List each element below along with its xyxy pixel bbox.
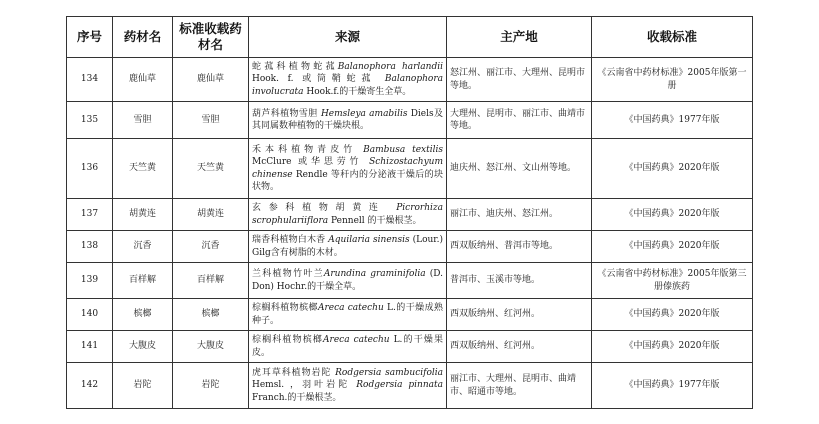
cell-source [249,299,447,331]
table-body [67,58,753,409]
header-standard: 收载标准 [592,17,753,58]
cell-area: 怒江州、丽江市、大理州、昆明市等地。 [447,58,592,102]
source-text: 葫芦科植物雪胆 [252,108,321,119]
table-row [67,363,753,409]
cell-no: 141 [67,331,113,363]
cell-standard: 《中国药典》2020年版 [592,139,753,199]
cell-no: 140 [67,299,113,331]
cell-source [249,58,447,102]
table-row [67,199,753,231]
cell-area: 普洱市、玉溪市等地。 [447,263,592,299]
cell-name: 岩陀 [113,363,173,409]
cell-standard: 《云南省中药材标准》2005年版第一册 [592,58,753,102]
cell-std-name: 胡黄连 [173,199,249,231]
source-text: L.的干燥果皮。 [252,335,443,358]
cell-std-name: 大腹皮 [173,331,249,363]
source-text: Hook. f. 或筒鞘蛇菰 [252,74,385,85]
cell-source [249,199,447,231]
source-text: Hemsl. ，羽叶岩陀 [252,380,357,391]
cell-area: 西双版纳州、普洱市等地。 [447,231,592,263]
cell-std-name: 天竺黄 [173,139,249,199]
latin-name: Rodgersia pinnata [356,380,443,391]
cell-name: 槟榔 [113,299,173,331]
cell-no: 142 [67,363,113,409]
source-text: (Lour.) Gilg含有树脂的木材。 [252,235,443,258]
latin-name: Rodgersia sambucifolia [335,367,443,378]
latin-name: Balanophora involucrata [252,74,443,97]
cell-source [249,102,447,139]
latin-name: Arundina graminifolia [323,269,426,279]
header-row [67,17,753,58]
latin-name: Schizostachyum chinense [252,157,443,180]
cell-std-name: 鹿仙草 [173,58,249,102]
cell-source [249,363,447,409]
header-no: 序号 [67,17,113,58]
header-name: 药材名 [113,17,173,58]
source-text: 蛇菰科植物蛇菰 [252,61,338,72]
source-text: (D. Don) Hochr.的干燥全草。 [252,269,443,292]
table-row [67,58,753,102]
source-text: 棕榈科植物槟榔 [252,335,324,345]
table-row [67,231,753,263]
cell-std-name: 沉香 [173,231,249,263]
cell-standard: 《中国药典》2020年版 [592,199,753,231]
source-text: 禾本科植物青皮竹 [252,144,364,155]
latin-name: Areca catechu [317,303,384,313]
table-row [67,102,753,139]
source-text: 瑞香科植物白木香 [252,235,329,245]
cell-name: 百样解 [113,263,173,299]
source-text: 棕榈科植物槟榔 [252,303,318,313]
table-row [67,299,753,331]
cell-no: 137 [67,199,113,231]
header-std-name: 标准收载药材名 [173,17,249,58]
cell-name: 鹿仙草 [113,58,173,102]
source-text: 兰科植物竹叶兰 [252,269,324,279]
cell-name: 雪胆 [113,102,173,139]
latin-name: Aquilaria sinensis [328,235,410,245]
cell-name: 大腹皮 [113,331,173,363]
cell-standard: 《中国药典》1977年版 [592,363,753,409]
cell-source [249,231,447,263]
latin-name: Balanophora harlandii [337,61,443,72]
latin-name: Bambusa textilis [363,144,443,155]
cell-standard: 《中国药典》2020年版 [592,231,753,263]
source-text: L.的干燥成熟种子。 [252,303,443,326]
source-text: Hook.f.的干燥寄生全草。 [303,86,412,97]
cell-area: 西双版纳州、红河州。 [447,299,592,331]
cell-no: 136 [67,139,113,199]
cell-area: 大理州、昆明市、丽江市、曲靖市等地。 [447,102,592,139]
cell-area: 丽江市、大理州、昆明市、曲靖市、昭通市等地。 [447,363,592,409]
cell-source [249,139,447,199]
cell-std-name: 槟榔 [173,299,249,331]
cell-name: 胡黄连 [113,199,173,231]
cell-standard: 《云南省中药材标准》2005年版第三册傣族药 [592,263,753,299]
latin-name: Hemsleya amabilis [320,108,408,119]
header-area: 主产地 [447,17,592,58]
source-text: Diels及其同属数种植物的干燥块根。 [252,108,443,131]
cell-standard: 《中国药典》1977年版 [592,102,753,139]
latin-name: Picrorhiza scrophulariiflora [252,203,443,226]
source-text: McClure 或华思劳竹 [252,157,370,167]
herb-table [66,16,753,409]
source-text: Pennell 的干燥根茎。 [328,215,422,226]
table-row [67,263,753,299]
cell-std-name: 岩陀 [173,363,249,409]
cell-no: 138 [67,231,113,263]
cell-standard: 《中国药典》2020年版 [592,331,753,363]
cell-source [249,263,447,299]
cell-std-name: 百样解 [173,263,249,299]
cell-area: 迪庆州、怒江州、文山州等地。 [447,139,592,199]
cell-name: 天竺黄 [113,139,173,199]
latin-name: Areca catechu [323,335,390,345]
header-source: 来源 [249,17,447,58]
cell-no: 135 [67,102,113,139]
cell-std-name: 雪胆 [173,102,249,139]
source-text: Franch.的干燥根茎。 [252,392,342,403]
cell-area: 丽江市、迪庆州、怒江州。 [447,199,592,231]
table-row [67,139,753,199]
cell-standard: 《中国药典》2020年版 [592,299,753,331]
cell-no: 134 [67,58,113,102]
cell-area: 西双版纳州、红河州。 [447,331,592,363]
cell-name: 沉香 [113,231,173,263]
source-text: Rendle 等秆内的分泌液干燥后的块状物。 [252,169,443,192]
source-text: 虎耳草科植物岩陀 [252,367,336,378]
source-text: 玄参科植物胡黄连 [252,203,397,213]
cell-source [249,331,447,363]
table-row [67,331,753,363]
cell-no: 139 [67,263,113,299]
